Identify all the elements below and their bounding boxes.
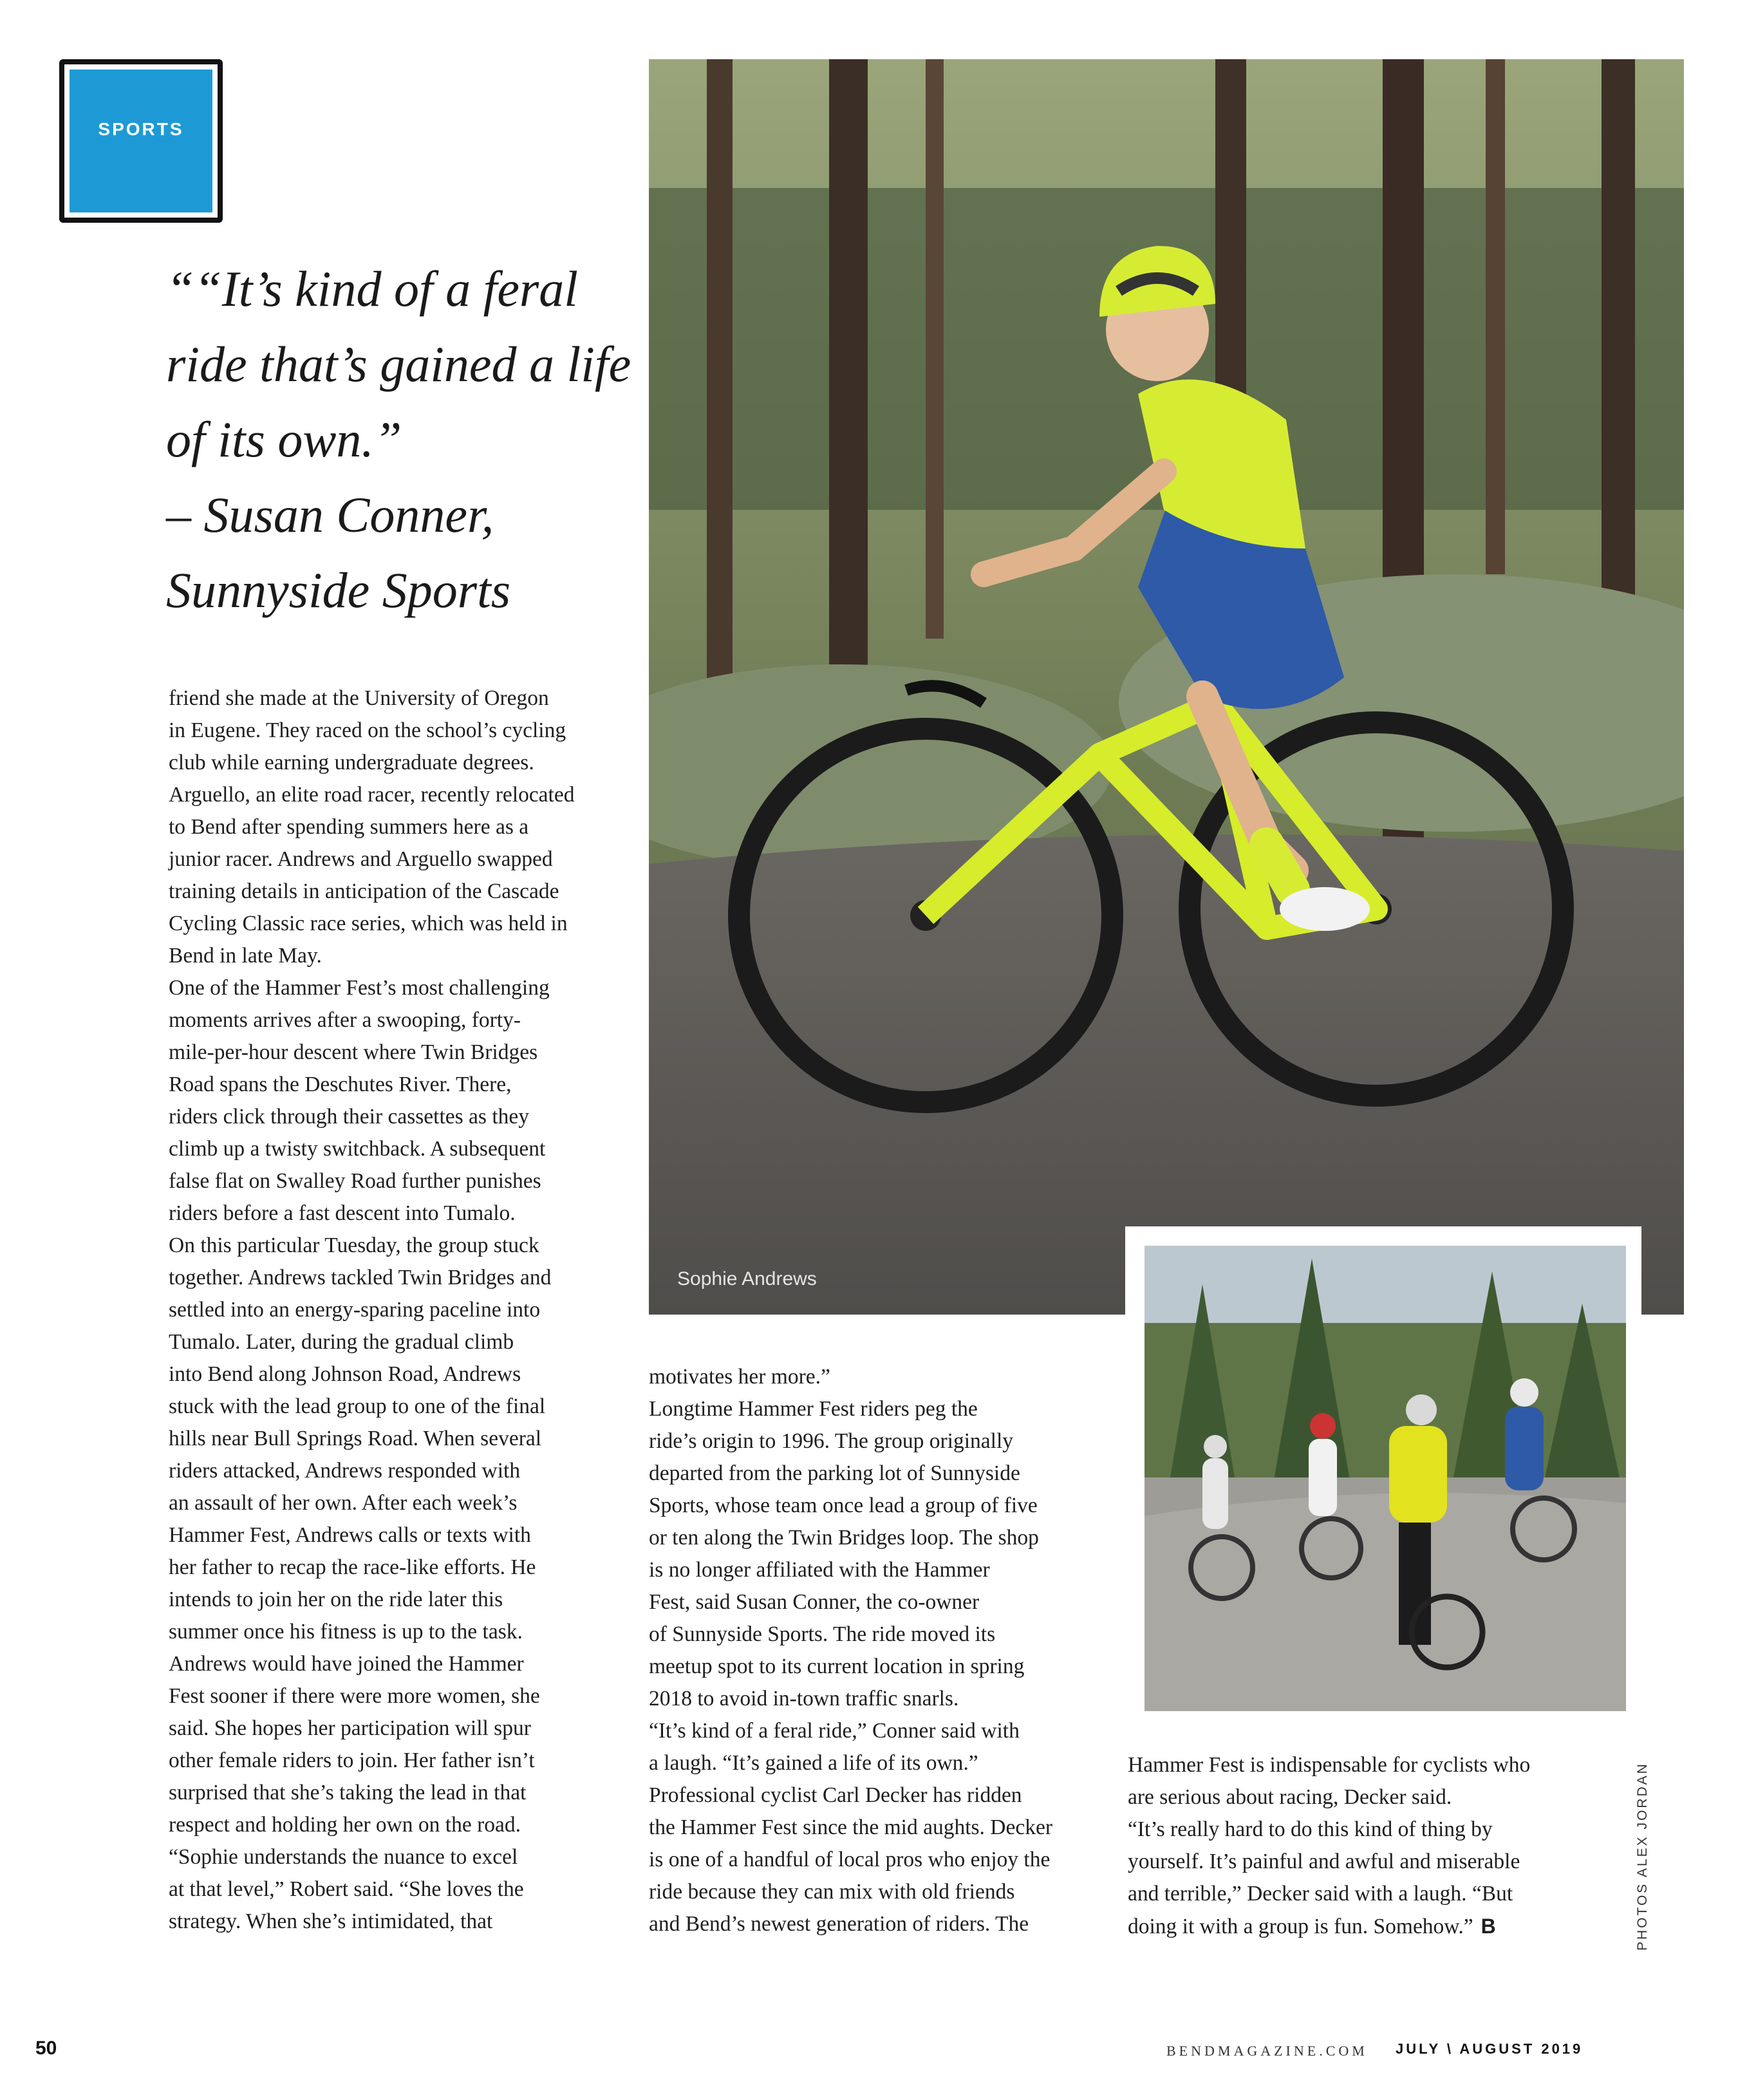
photo-credit: PHOTOS ALEX JORDAN bbox=[1635, 1762, 1650, 1951]
text-line: hills near Bull Springs Road. When several bbox=[169, 1427, 542, 1450]
text-line: and terrible,” Decker said with a laugh. “But bbox=[1128, 1882, 1513, 1906]
text-line: junior racer. Andrews and Arguello swapped bbox=[169, 847, 553, 871]
photo-caption: Sophie Andrews bbox=[677, 1268, 817, 1289]
text-line: Road spans the Deschutes River. There, bbox=[169, 1073, 512, 1096]
text-line: Longtime Hammer Fest riders peg the bbox=[649, 1397, 978, 1421]
text-line: together. Andrews tackled Twin Bridges and bbox=[169, 1266, 552, 1289]
text-line: other female riders to join. Her father isn’t bbox=[169, 1748, 535, 1772]
text-line: ride’s origin to 1996. The group originally bbox=[649, 1429, 1014, 1453]
pull-quote-line: of its own.” bbox=[166, 411, 402, 467]
text-line: at that level,” Robert said. “She loves the bbox=[169, 1877, 524, 1901]
text-line: “It’s kind of a feral ride,” Conner said with bbox=[649, 1719, 1020, 1743]
text-line: are serious about racing, Decker said. bbox=[1128, 1785, 1452, 1809]
inset-photo-group-ride bbox=[1145, 1246, 1626, 1711]
text-line: Andrews would have joined the Hammer bbox=[169, 1652, 524, 1676]
text-line: of Sunnyside Sports. The ride moved its bbox=[649, 1622, 996, 1646]
text-line: to Bend after spending summers here as a bbox=[169, 815, 529, 839]
text-line: Arguello, an elite road racer, recently relocated bbox=[169, 783, 575, 807]
text-line: training details in anticipation of the Cascade bbox=[169, 879, 559, 903]
text-line: Sports, whose team once lead a group of five bbox=[649, 1494, 1038, 1517]
text-line: summer once his fitness is up to the task. bbox=[169, 1620, 523, 1644]
text-line: and Bend’s newest generation of riders. The bbox=[649, 1912, 1029, 1936]
pull-quote-source: Sunnyside Sports bbox=[166, 562, 511, 618]
article-column-3 bbox=[1128, 1749, 1578, 1942]
text-line: strategy. When she’s intimidated, that bbox=[169, 1909, 493, 1933]
group-ride-illustration bbox=[1145, 1246, 1626, 1711]
text-line: doing it with a group is fun. Somehow.” bbox=[1128, 1915, 1473, 1938]
end-mark-icon: B bbox=[1481, 1915, 1496, 1938]
text-line: Cycling Classic race series, which was held in bbox=[169, 912, 568, 935]
text-line: Hammer Fest is indispensable for cyclists who bbox=[1128, 1753, 1531, 1777]
text-line: intends to join her on the ride later this bbox=[169, 1588, 503, 1611]
text-line: surprised that she’s taking the lead in that bbox=[169, 1781, 527, 1805]
text-line: mile-per-hour descent where Twin Bridges bbox=[169, 1040, 538, 1064]
text-line: in Eugene. They raced on the school’s cycling bbox=[169, 718, 566, 742]
text-line: riders before a fast descent into Tumalo. bbox=[169, 1201, 516, 1225]
text-line: is no longer affiliated with the Hammer bbox=[649, 1558, 990, 1582]
article-column-2 bbox=[649, 1361, 1093, 1940]
text-line: said. She hopes her participation will spur bbox=[169, 1716, 531, 1740]
text-line: “It’s really hard to do this kind of thing by bbox=[1128, 1817, 1493, 1841]
section-badge bbox=[59, 59, 223, 223]
text-line: moments arrives after a swooping, forty- bbox=[169, 1008, 521, 1032]
text-line: Fest, said Susan Conner, the co-owner bbox=[649, 1590, 980, 1614]
section-badge-fill bbox=[70, 70, 212, 212]
text-line: stuck with the lead group to one of the final bbox=[169, 1394, 546, 1418]
text-line: friend she made at the University of Oregon bbox=[169, 686, 549, 710]
text-line: One of the Hammer Fest’s most challenging bbox=[169, 976, 550, 1000]
pull-quote-line: ““It’s kind of a feral bbox=[166, 261, 578, 317]
text-line: “Sophie understands the nuance to excel bbox=[169, 1845, 518, 1869]
text-line: her father to recap the race-like efforts. He bbox=[169, 1555, 536, 1579]
section-label: SPORTS bbox=[98, 119, 184, 139]
text-line: Bend in late May. bbox=[169, 944, 322, 968]
text-line: meetup spot to its current location in spring bbox=[649, 1655, 1025, 1678]
text-line: yourself. It’s painful and awful and miserable bbox=[1128, 1850, 1520, 1873]
text-line: Fest sooner if there were more women, she bbox=[169, 1684, 540, 1708]
article-column-1 bbox=[169, 682, 632, 1938]
text-line: riders attacked, Andrews responded with bbox=[169, 1459, 521, 1483]
text-line: Hammer Fest, Andrews calls or texts with bbox=[169, 1523, 531, 1547]
text-line: respect and holding her own on the road. bbox=[169, 1813, 521, 1837]
text-line: Professional cyclist Carl Decker has ridden bbox=[649, 1783, 1022, 1807]
cyclist-photo-illustration bbox=[649, 59, 1684, 1315]
text-line: Tumalo. Later, during the gradual climb bbox=[169, 1330, 514, 1354]
pull-quote bbox=[166, 251, 668, 628]
text-line: riders click through their cassettes as they bbox=[169, 1105, 530, 1129]
text-line: club while earning undergraduate degrees. bbox=[169, 751, 534, 774]
text-line: an assault of her own. After each week’s bbox=[169, 1491, 518, 1515]
text-line: 2018 to avoid in-town traffic snarls. bbox=[649, 1687, 959, 1711]
text-line: is one of a handful of local pros who enjoy the bbox=[649, 1848, 1051, 1871]
text-line: motivates her more.” bbox=[649, 1365, 830, 1389]
pull-quote-attribution: – Susan Conner, bbox=[166, 487, 494, 543]
main-photo-cyclist bbox=[649, 59, 1684, 1315]
text-line: false flat on Swalley Road further punishes bbox=[169, 1169, 541, 1193]
footer-site: BENDMAGAZINE.COM bbox=[1166, 2043, 1368, 2059]
text-line: settled into an energy-sparing paceline into bbox=[169, 1298, 541, 1322]
text-line: climb up a twisty switchback. A subsequent bbox=[169, 1137, 546, 1161]
text-line: ride because they can mix with old friends bbox=[649, 1880, 1015, 1904]
text-line: On this particular Tuesday, the group stuck bbox=[169, 1233, 539, 1257]
page-number: 50 bbox=[35, 2038, 57, 2059]
text-line: into Bend along Johnson Road, Andrews bbox=[169, 1362, 521, 1386]
text-line: departed from the parking lot of Sunnyside bbox=[649, 1461, 1020, 1485]
footer-issue: JULY \ AUGUST 2019 bbox=[1396, 2041, 1584, 2057]
pull-quote-line: ride that’s gained a life bbox=[166, 336, 631, 392]
text-line: or ten along the Twin Bridges loop. The shop bbox=[649, 1526, 1039, 1550]
text-line: the Hammer Fest since the mid aughts. Decker bbox=[649, 1815, 1053, 1839]
text-line: a laugh. “It’s gained a life of its own.” bbox=[649, 1751, 978, 1775]
